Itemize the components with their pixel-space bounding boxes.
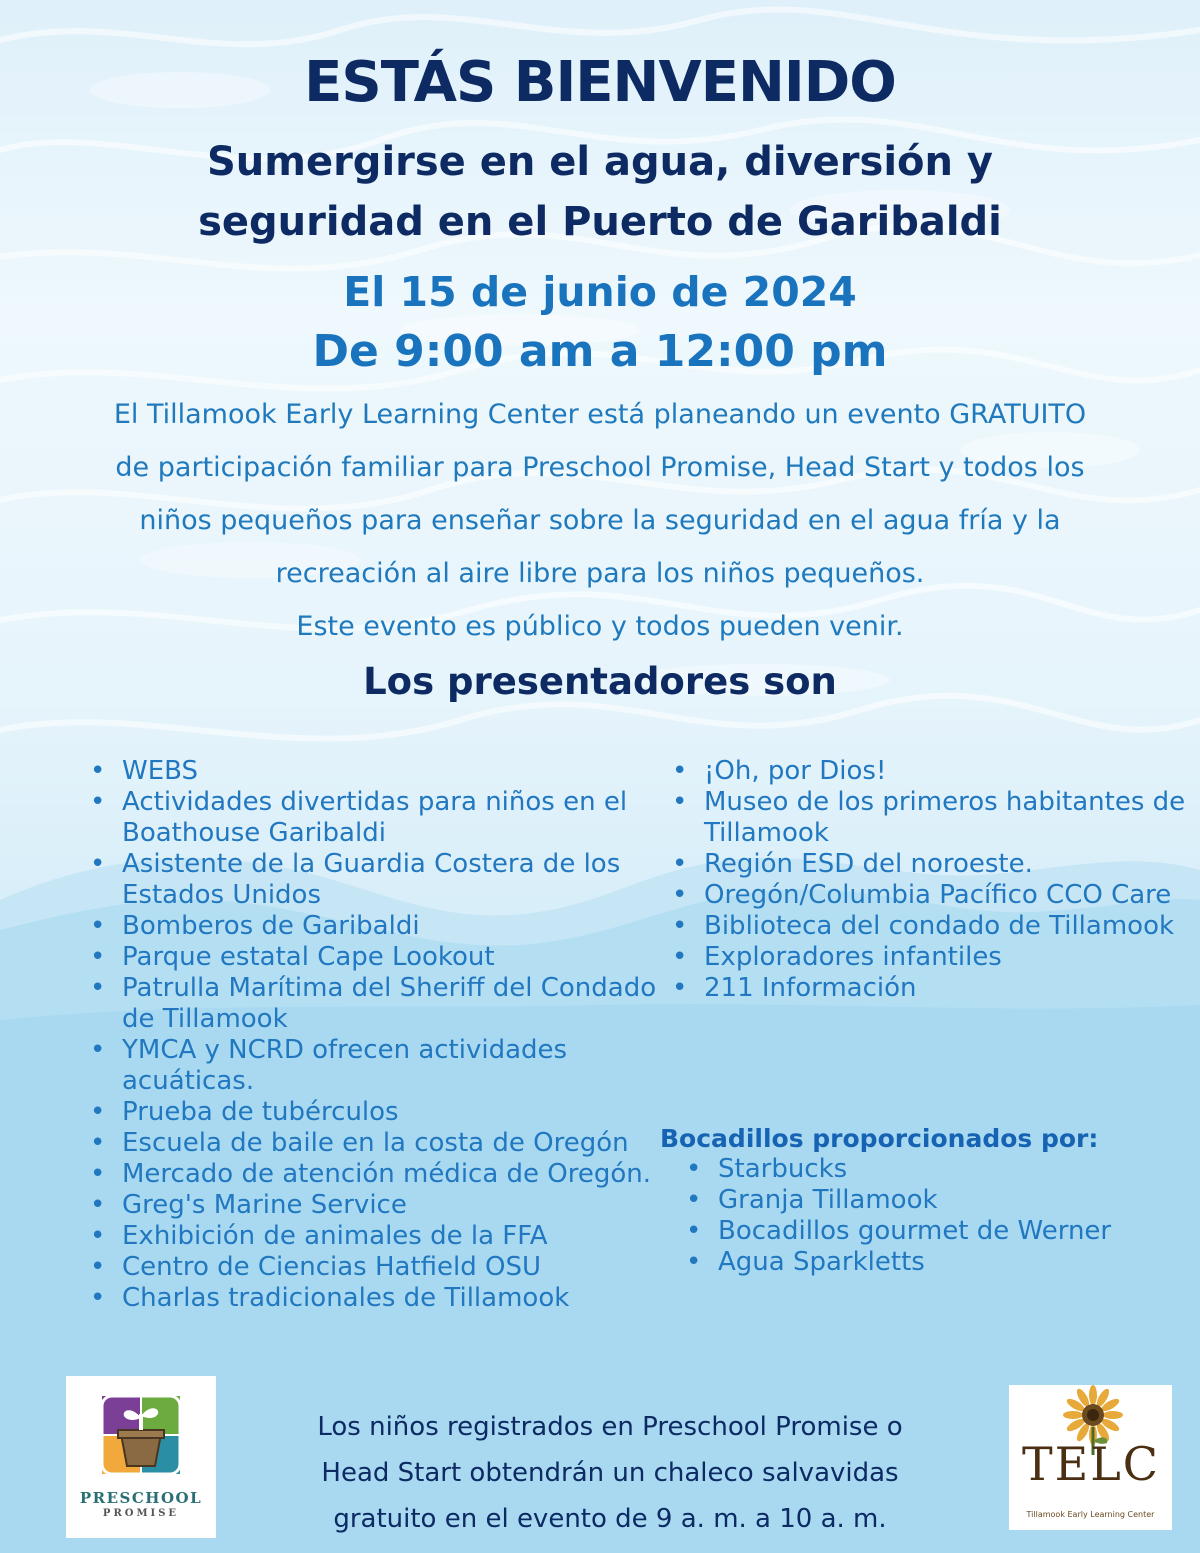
list-item: • 211 Información xyxy=(672,973,1192,1004)
list-item: • ¡Oh, por Dios! xyxy=(672,756,1192,787)
subtitle-line-1: Sumergirse en el agua, diversión y xyxy=(206,139,993,185)
description-line: El Tillamook Early Learning Center está planeando un evento GRATUITO xyxy=(113,399,1087,430)
list-item: • Bocadillos gourmet de Werner xyxy=(686,1216,1186,1247)
event-description xyxy=(0,388,1200,653)
list-item: • Región ESD del noroeste. xyxy=(672,849,1192,880)
list-item: • YMCA y NCRD ofrecen actividades acuáticas. xyxy=(90,1035,660,1097)
telc-letters: TELC xyxy=(1021,1437,1160,1491)
logo-text: PROMISE xyxy=(102,1508,180,1519)
list-item: • Charlas tradicionales de Tillamook xyxy=(90,1283,660,1314)
event-date: El 15 de junio de 2024 xyxy=(343,268,857,316)
event-time: De 9:00 am a 12:00 pm xyxy=(312,326,888,377)
list-item: • Biblioteca del condado de Tillamook xyxy=(672,911,1192,942)
subtitle-line-2: seguridad en el Puerto de Garibaldi xyxy=(198,199,1002,245)
list-item: • Actividades divertidas para niños en el Boathouse Garibaldi xyxy=(90,787,660,849)
telc-logo xyxy=(1009,1385,1172,1530)
snacks-list xyxy=(686,1154,1186,1278)
footer-line: Head Start obtendrán un chaleco salvavidas xyxy=(321,1458,899,1488)
description-line: recreación al aire libre para los niños pequeños. xyxy=(275,558,925,589)
list-item: • Greg's Marine Service xyxy=(90,1190,660,1221)
list-item: • Parque estatal Cape Lookout xyxy=(90,942,660,973)
list-item: • Exhibición de animales de la FFA xyxy=(90,1221,660,1252)
presenters-list-right xyxy=(672,756,1192,1004)
list-item: • Patrulla Marítima del Sheriff del Condado de Tillamook xyxy=(90,973,660,1035)
list-item: • Mercado de atención médica de Oregón. xyxy=(90,1159,660,1190)
list-item: • Asistente de la Guardia Costera de los Estados Unidos xyxy=(90,849,660,911)
footer-line: gratuito en el evento de 9 a. m. a 10 a. m. xyxy=(333,1504,887,1534)
list-item: • Agua Sparkletts xyxy=(686,1247,1186,1278)
presenters-list-left xyxy=(90,756,660,1314)
footer-note xyxy=(260,1404,960,1542)
list-item: • Exploradores infantiles xyxy=(672,942,1192,973)
footer-line: Los niños registrados en Preschool Promise o xyxy=(317,1412,903,1442)
telc-name: Tillamook Early Learning Center xyxy=(1026,1510,1155,1519)
description-line: de participación familiar para Preschool Promise, Head Start y todos los xyxy=(115,452,1085,483)
list-item: • Centro de Ciencias Hatfield OSU xyxy=(90,1252,660,1283)
presenters-heading: Los presentadores son xyxy=(363,660,837,703)
list-item: • Granja Tillamook xyxy=(686,1185,1186,1216)
page-title: ESTÁS BIENVENIDO xyxy=(304,50,896,115)
list-item: • Prueba de tubérculos xyxy=(90,1097,660,1128)
logo-text: PRESCHOOL xyxy=(79,1489,203,1507)
preschool-promise-logo xyxy=(66,1376,216,1538)
snacks-heading: Bocadillos proporcionados por: xyxy=(660,1124,1099,1153)
list-item: • WEBS xyxy=(90,756,660,787)
list-item: • Bomberos de Garibaldi xyxy=(90,911,660,942)
list-item: • Museo de los primeros habitantes de Tillamook xyxy=(672,787,1192,849)
description-line: Este evento es público y todos pueden venir. xyxy=(296,611,904,642)
list-item: • Oregón/Columbia Pacífico CCO Care xyxy=(672,880,1192,911)
description-line: niños pequeños para enseñar sobre la seguridad en el agua fría y la xyxy=(139,505,1061,536)
plant-pot-icon xyxy=(66,1376,216,1486)
list-item: • Escuela de baile en la costa de Oregón xyxy=(90,1128,660,1159)
list-item: • Starbucks xyxy=(686,1154,1186,1185)
